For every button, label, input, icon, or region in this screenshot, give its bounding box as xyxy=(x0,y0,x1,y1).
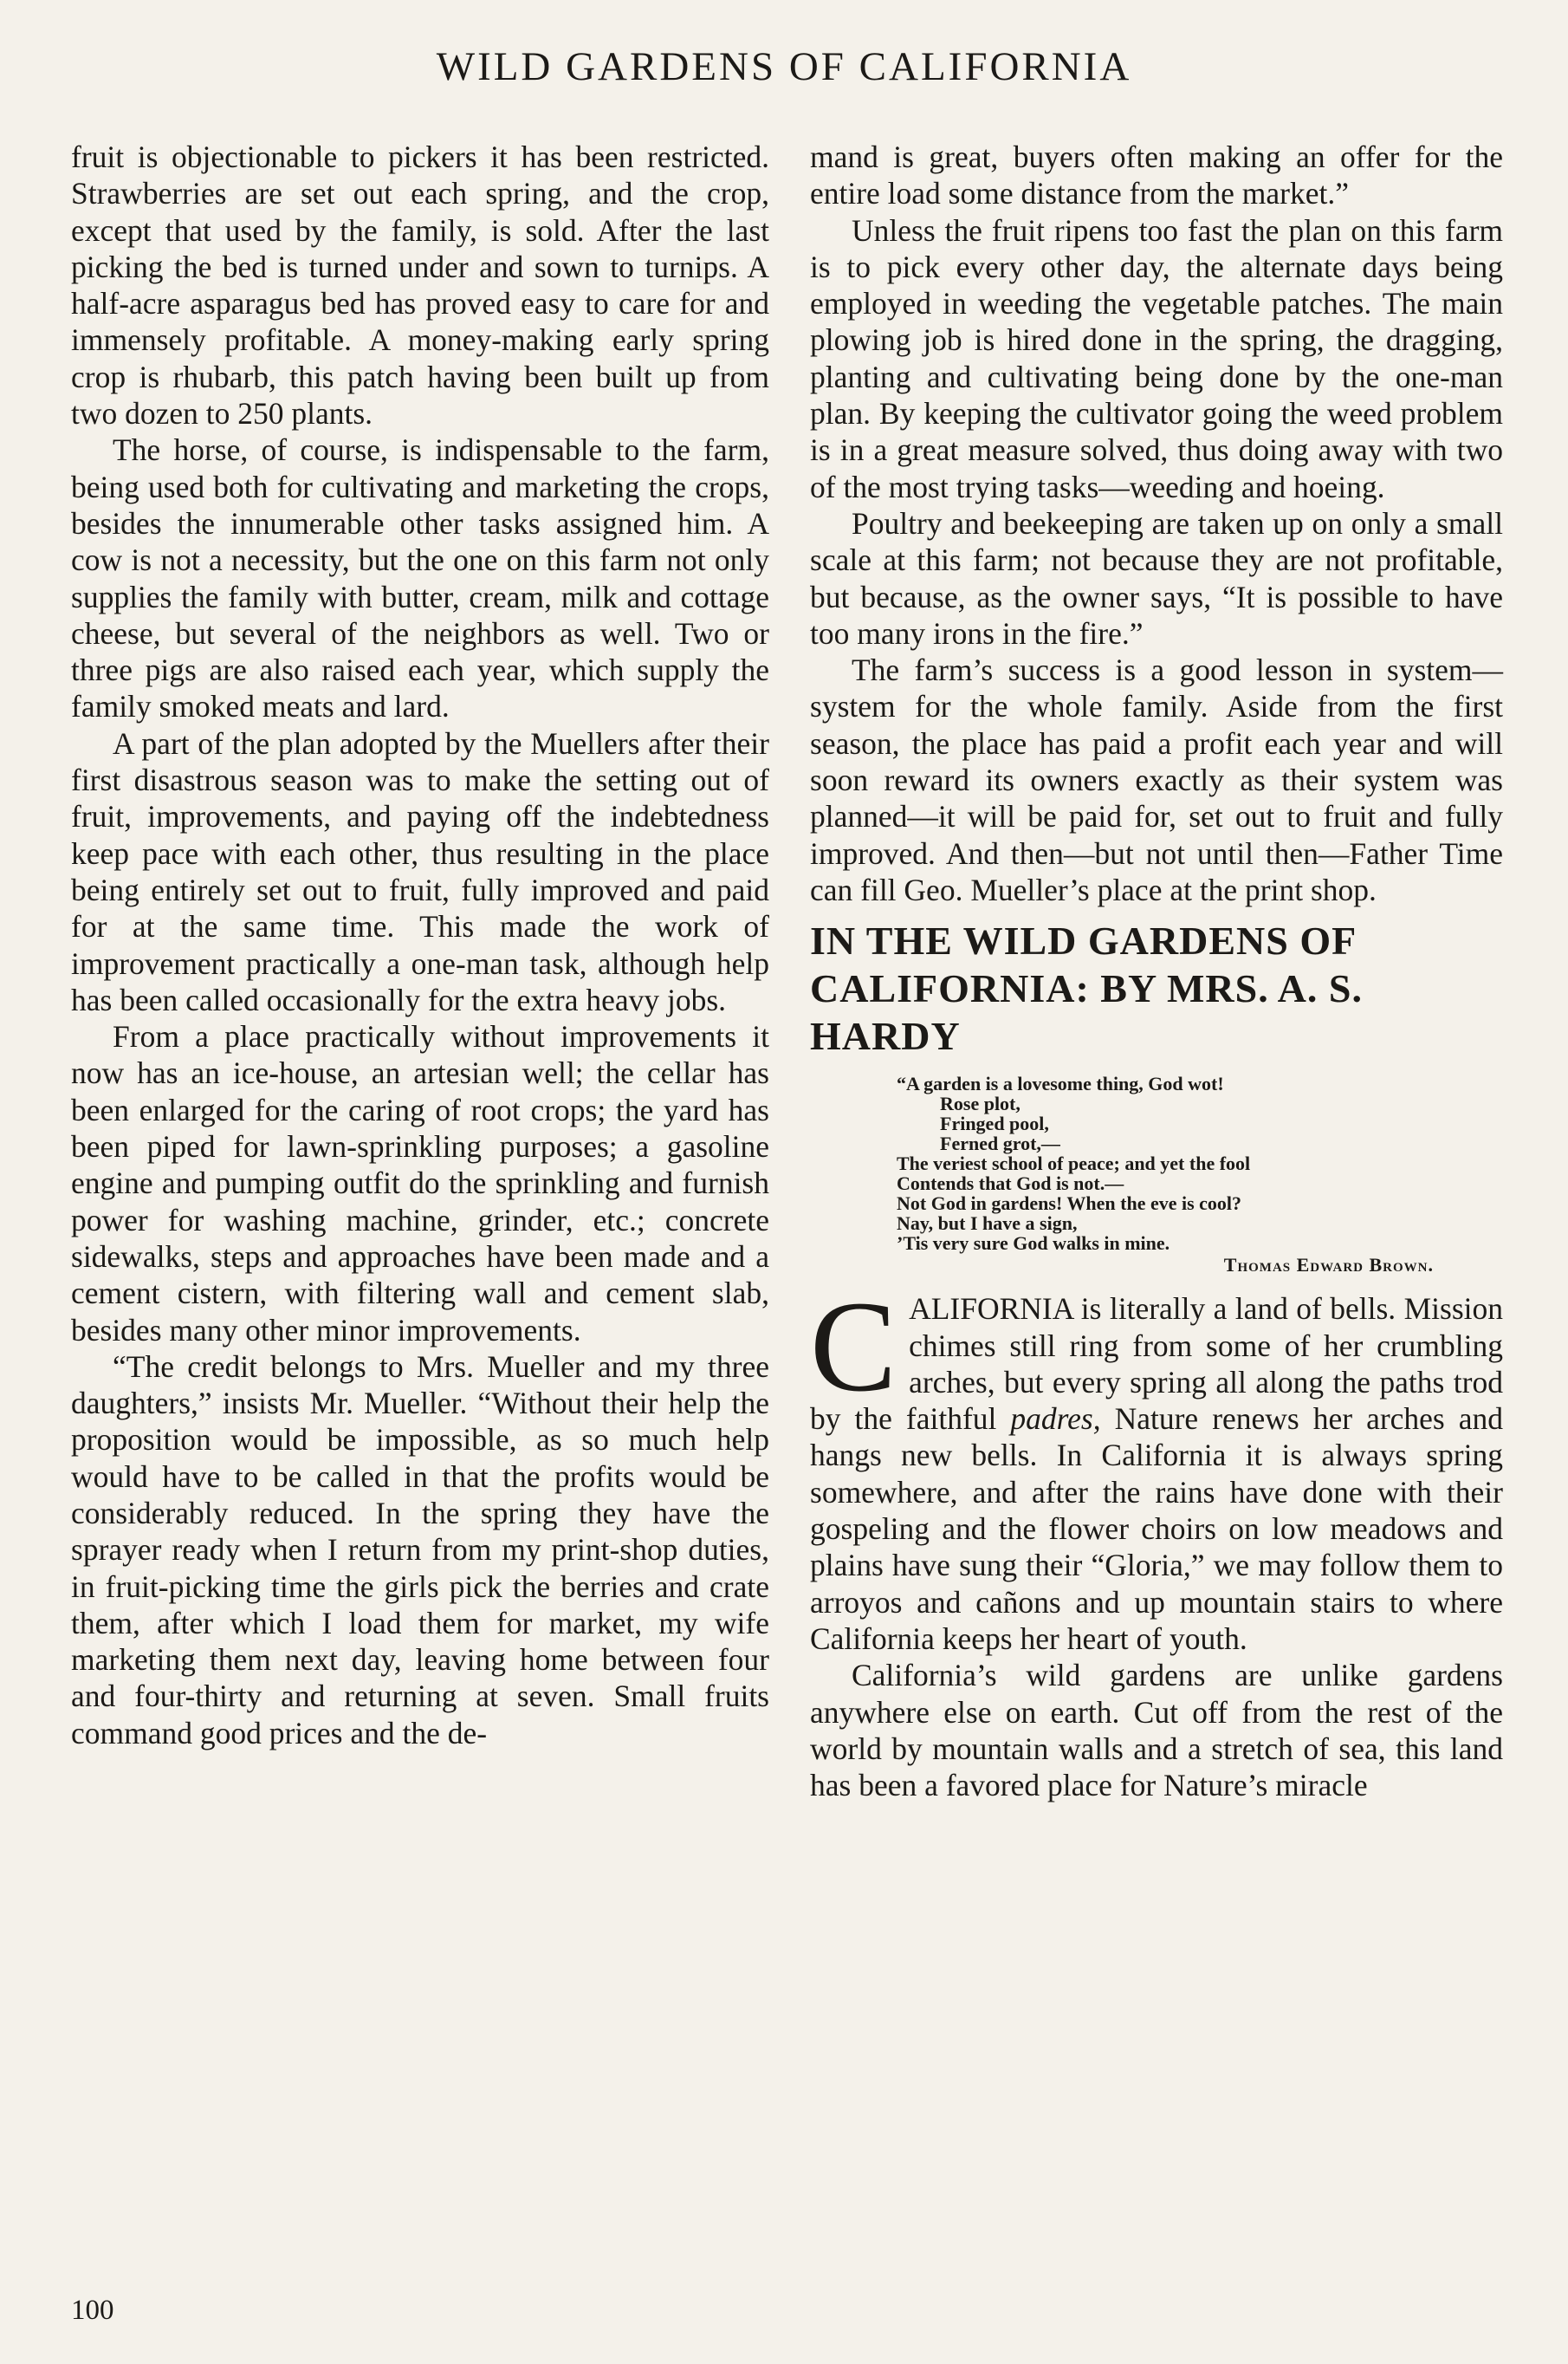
epigraph-line: ’Tis very sure God walks in mine. xyxy=(897,1232,1170,1255)
body-paragraph: From a place practically without improvements it now has an ice-house, an artesian well; the cellar has been enlarged for the caring of root crops; the yard has been piped for lawn-sprinkling purposes; a gasoline engine and pumping outfit do the sprinkling and furnish power for washing machine, grinder, etc.; concrete sidewalks, steps and approaches have been made and a cement cistern, with filtering wall and cement slab, besides many other minor improvements. xyxy=(71,1019,769,1348)
article-title: IN THE WILD GARDENS OF CALIFORNIA: BY MRS. A. S. HARDY xyxy=(810,919,1363,1059)
lead-text-start: ALIFORNIA is literally a land of bells. Mission chimes still ring from some of her crumbling arches, but every spring all along the paths trod by the faithful xyxy=(810,1291,1503,1437)
epigraph-line: Not God in gardens! When the eve is cool? xyxy=(897,1192,1242,1215)
epigraph-line: Nay, but I have a sign, xyxy=(897,1212,1078,1235)
epigraph-line: “A garden is a lovesome thing, God wot! xyxy=(897,1073,1224,1095)
epigraph-line: Fringed pool, xyxy=(940,1113,1049,1135)
right-column xyxy=(810,139,1503,1803)
drop-cap: C xyxy=(810,1275,897,1419)
lead-paragraph xyxy=(810,1275,1503,1657)
epigraph-line: Contends that God is not.— xyxy=(897,1172,1124,1195)
lead-text-end: Nature renews her arches and hangs new bells. In California it is always spring somewhere, and after the rains have done with their gospeling and the flower choirs on low meadows and plains have sung their “Gloria,” we may follow them to arroyos and cañons and up mountain stairs to where California keeps her heart of youth. xyxy=(810,1401,1503,1656)
epigraph-line: The veriest school of peace; and yet the fool xyxy=(897,1153,1251,1175)
running-head: WILD GARDENS OF CALIFORNIA xyxy=(436,44,1132,89)
body-paragraph: Poultry and beekeeping are taken up on only a small scale at this farm; not because they are not profitable, but because, as the owner says, “It is possible to have too many irons in the fire.” xyxy=(810,505,1503,651)
body-paragraph: “The credit belongs to Mrs. Mueller and my three daughters,” insists Mr. Mueller. “Without their help the proposition would be impossible, as so much help would have to be called in that the profits would be considerably reduced. In the spring they have the sprayer ready when I return from my print-shop duties, in fruit-picking time the girls pick the berries and crate them, after which I load them for market, my wife marketing them next day, leaving home between four and four-thirty and returning at seven. Small fruits command good prices and the de- xyxy=(71,1348,769,1750)
epigraph-line: Rose plot, xyxy=(940,1093,1020,1115)
body-paragraph: California’s wild gardens are unlike gardens anywhere else on earth. Cut off from the rest of the world by mountain walls and a stretch of sea, this land has been a favored place for Nature’s miracle xyxy=(810,1658,1503,1803)
body-paragraph: A part of the plan adopted by the Muellers after their first disastrous season was to make the setting out of fruit, improvements, and paying off the indebtedness keep pace with each other, thus resulting in the place being entirely set out to fruit, fully improved and paid for at the same time. This made the work of improvement practically a one-man task, although help has been called occasionally for the extra heavy jobs. xyxy=(71,725,769,1017)
body-paragraph: Unless the fruit ripens too fast the plan on this farm is to pick every other day, the alternate days being employed in weeding the vegetable patches. The main plowing job is hired done in the spring, the dragging, planting and cultivating being done by the one-man plan. By keeping the cultivator going the weed problem is in a great measure solved, thus doing away with two of the most trying tasks—weeding and hoeing. xyxy=(810,212,1503,504)
epigraph xyxy=(897,1074,1434,1275)
body-paragraph: The farm’s success is a good lesson in system—system for the whole family. Aside from the first season, the place has paid a profit each year and will soon reward its owners exactly as their system was planned—it will be paid for, set out to fruit and fully improved. And then—but not until then—Father Time can fill Geo. Mueller’s place at the print shop. xyxy=(810,653,1503,907)
lead-italic-word: padres, xyxy=(1010,1401,1101,1437)
page-number: 100 xyxy=(71,2295,114,2326)
epigraph-attribution: Thomas Edward Brown. xyxy=(1223,1254,1434,1276)
epigraph-line: Ferned grot,— xyxy=(940,1133,1060,1155)
body-paragraph: mand is great, buyers often making an offer for the entire load some distance from the market.” xyxy=(810,140,1503,211)
body-paragraph: fruit is objectionable to pickers it has been restricted. Strawberries are set out each spring, and the crop, except that used by the family, is sold. After the last picking the bed is turned under and sown to turnips. A half-acre asparagus bed has proved easy to care for and immensely profitable. A money-making early spring crop is rhubarb, this patch having been built up from two dozen to 250 plants. xyxy=(71,140,769,432)
left-column xyxy=(71,139,769,1751)
body-paragraph: The horse, of course, is indispensable to the farm, being used both for cultivating and marketing the crops, besides the innumerable other tasks assigned him. A cow is not a necessity, but the one on this farm not only supplies the family with butter, cream, milk and cottage cheese, but several of the neighbors as well. Two or three pigs are also raised each year, which supply the family smoked meats and lard. xyxy=(71,432,769,724)
